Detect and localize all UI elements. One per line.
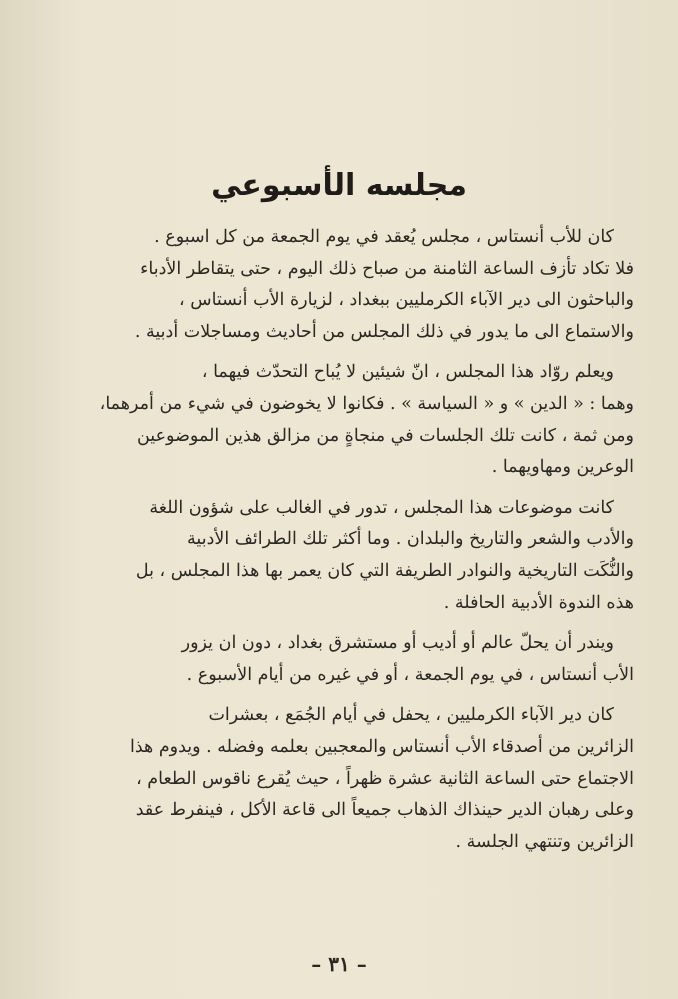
text-line: الوعرين ومهاويهما . <box>491 457 634 478</box>
text-line: وعلى رهبان الدير حينذاك الذهاب جميعاً الى قاعة الأكل ، فينفرط عقد <box>135 800 634 821</box>
text-line: والباحثون الى دير الآباء الكرمليين ببغداد ، لزيارة الأب أنستاس ، <box>179 290 634 311</box>
text-line: ويندر أن يحلّ عالم أو أديب أو مستشرق بغداد ، دون ان يزور <box>181 633 614 654</box>
paragraph-3 <box>44 493 634 619</box>
text-line: ومن ثمة ، كانت تلك الجلسات في منجاةٍ من مزالق هذين الموضوعين <box>136 425 634 446</box>
text-line: ويعلم روّاد هذا المجلس ، انّ شيئين لا يُباح التحدّث فيهما ، <box>201 362 614 383</box>
text-line: والأدب والشعر والتاريخ والبلدان . وما أكثر تلك الطرائف الأدبية <box>187 529 634 550</box>
text-line: الأب أنستاس ، في يوم الجمعة ، أو في غيره من أيام الأسبوع . <box>186 664 634 685</box>
paragraph-5 <box>44 700 634 858</box>
text-line: هذه الندوة الأدبية الحافلة . <box>443 592 634 613</box>
chapter-title: مجلسه الأسبوعي <box>211 168 467 203</box>
text-line: الزائرين وتنتهي الجلسة . <box>455 831 634 852</box>
paragraph-1 <box>44 222 634 348</box>
page-number: – ٣١ – <box>311 952 367 976</box>
text-line: الاجتماع حتى الساعة الثانية عشرة ظهراً ، حيث يُقرع ناقوس الطعام ، <box>136 768 634 789</box>
text-line: كانت موضوعات هذا المجلس ، تدور في الغالب على شؤون اللغة <box>149 497 614 518</box>
text-line: والنُّكَت التاريخية والنوادر الطريفة التي كان يعمر بها هذا المجلس ، بل <box>135 560 634 581</box>
paragraph-2 <box>44 357 634 483</box>
text-line: والاستماع الى ما يدور في ذلك المجلس من أحاديث ومساجلات أدبية . <box>134 321 634 342</box>
text-line: وهما : « الدين » و « السياسة » . فكانوا لا يخوضون في شيء من أمرهما، <box>99 393 634 414</box>
text-line: كان دير الآباء الكرمليين ، يحفل في أيام الجُمَع ، بعشرات <box>208 705 614 726</box>
paragraph-4 <box>44 628 634 691</box>
text-line: فلا تكاد تأزف الساعة الثامنة من صباح ذلك اليوم ، حتى يتقاطر الأدباء <box>140 258 634 279</box>
body-text <box>44 222 634 858</box>
text-line: كان للأب أنستاس ، مجلس يُعقد في يوم الجمعة من كل اسبوع . <box>154 227 614 247</box>
text-line: الزائرين من أصدقاء الأب أنستاس والمعجبين بعلمه وفضله . ويدوم هذا <box>129 736 634 757</box>
